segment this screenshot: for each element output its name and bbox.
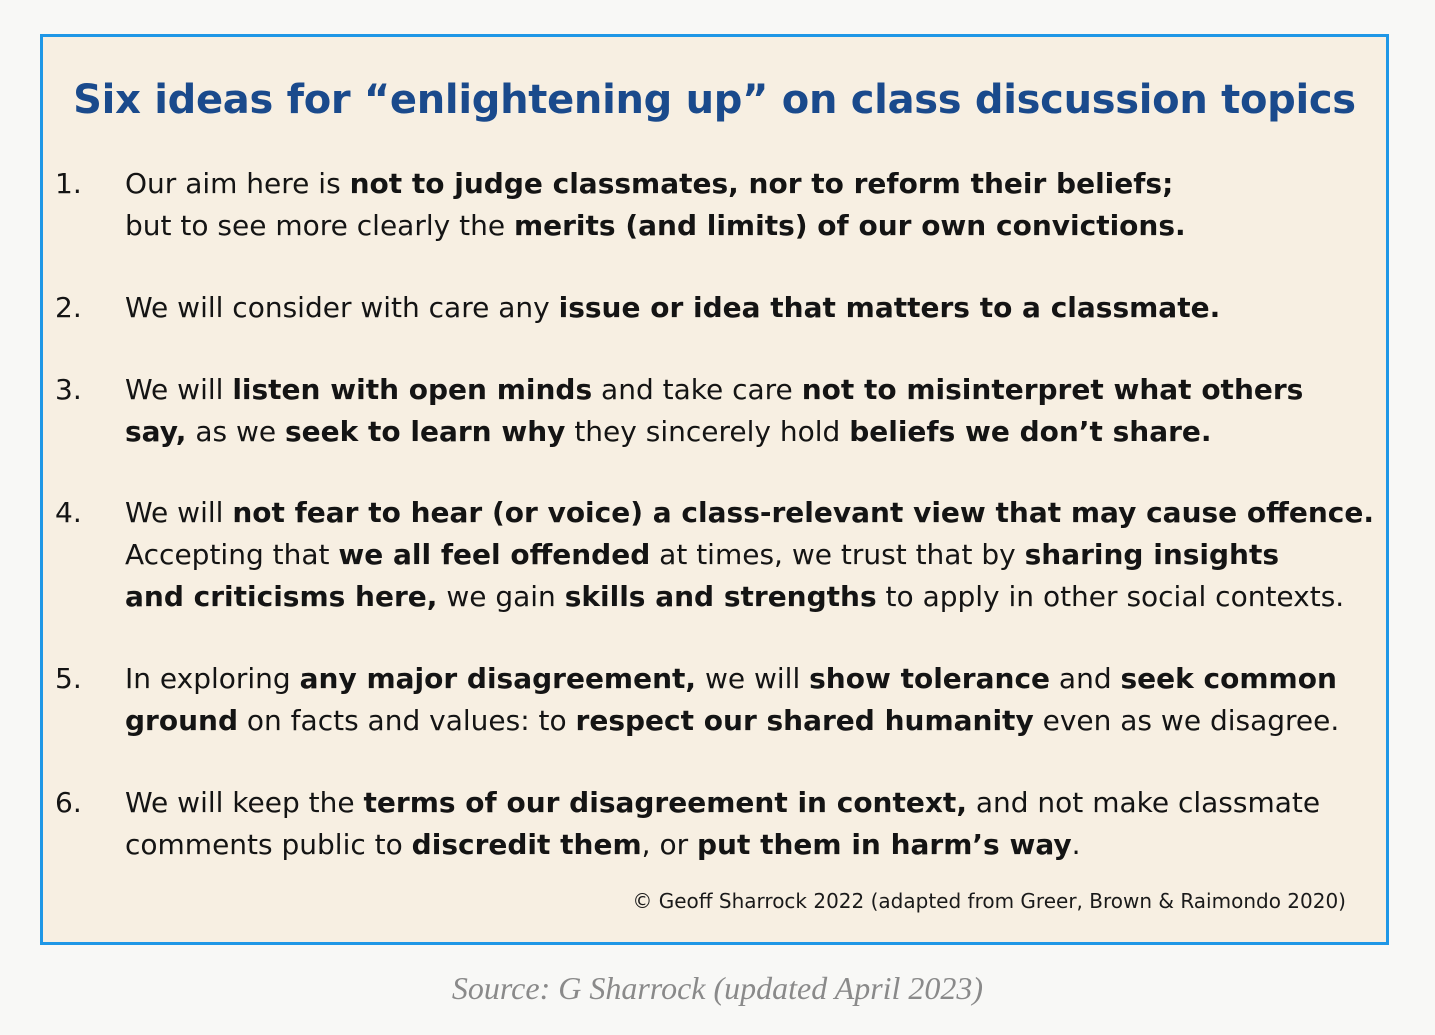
text-run: . [1071,828,1081,861]
bold-text-run: merits (and limits) of our own convictions. [513,209,1186,242]
item-text [125,658,1385,742]
item-line [125,700,1385,742]
item-number: 3. [55,373,82,406]
bold-text-run: respect our shared humanity [575,704,1034,737]
bold-text-run: we all feel offended [338,538,651,571]
bold-text-run: ground [125,704,238,737]
text-run: Our aim here is [125,167,350,200]
item-text [125,782,1385,866]
bold-text-run: beliefs we don’t share. [849,415,1212,448]
text-run: In exploring [125,662,300,695]
bold-text-run: not to misinterpret what others [801,373,1304,406]
text-run: We will consider with care any [125,291,559,324]
item-line [125,658,1385,700]
item-line [125,205,1385,247]
bold-text-run: put them in harm’s way [696,828,1072,861]
text-run: we gain [437,580,565,613]
text-run: We will keep the [125,786,364,819]
text-run: , or [641,828,697,861]
source-caption: Source: G Sharrock (updated April 2023) [451,970,984,1006]
text-run: even as we disagree. [1033,704,1340,737]
item-number: 4. [55,496,82,529]
item-number: 2. [55,291,82,324]
item-number: 5. [55,662,82,695]
text-run: but to see more clearly the [125,209,514,242]
bold-text-run: and criticisms here, [125,580,438,613]
text-run: we will [696,662,810,695]
item-line [125,411,1385,453]
item-line [125,492,1385,534]
item-line [125,534,1385,576]
bold-text-run: seek common [1120,662,1337,695]
item-line [125,782,1385,824]
item-text [125,369,1385,453]
bold-text-run: not fear to hear (or voice) a class-relevant view that may cause offence. [232,496,1374,529]
item-text [125,492,1385,618]
card-title: Six ideas for “enlightening up” on class discussion topics [73,77,1356,123]
text-run: Accepting that [125,538,339,571]
item-number: 1. [55,167,82,200]
item-line [125,163,1385,205]
text-run: to apply in other social contexts. [876,580,1345,613]
text-run: comments public to [125,828,412,861]
item-text [125,287,1385,329]
bold-text-run: say, [125,415,187,448]
bold-text-run: terms of our disagreement in context, [363,786,967,819]
bold-text-run: any major disagreement, [299,662,697,695]
bold-text-run: not to judge classmates, nor to reform their beliefs; [349,167,1174,200]
text-run: as we [186,415,285,448]
text-run: and [1050,662,1121,695]
bold-text-run: seek to learn why [285,415,566,448]
item-number: 6. [55,786,82,819]
text-run: they sincerely hold [565,415,850,448]
item-line [125,369,1385,411]
bold-text-run: show tolerance [809,662,1051,695]
text-run: on facts and values: to [238,704,576,737]
bold-text-run: discredit them [411,828,642,861]
bold-text-run: issue or idea that matters to a classmate. [558,291,1221,324]
text-run: We will [125,496,233,529]
item-line [125,287,1385,329]
copyright-credit: © Geoff Sharrock 2022 (adapted from Greer, Brown & Raimondo 2020) [632,889,1346,913]
item-text [125,163,1385,247]
text-run: We will [125,373,233,406]
item-line [125,824,1385,866]
bold-text-run: skills and strengths [564,580,877,613]
ideas-card [40,34,1389,945]
text-run: at times, we trust that by [650,538,1025,571]
text-run: and not make classmate [966,786,1321,819]
text-run: and take care [592,373,802,406]
bold-text-run: sharing insights [1024,538,1280,571]
item-line [125,576,1385,618]
bold-text-run: listen with open minds [232,373,593,406]
